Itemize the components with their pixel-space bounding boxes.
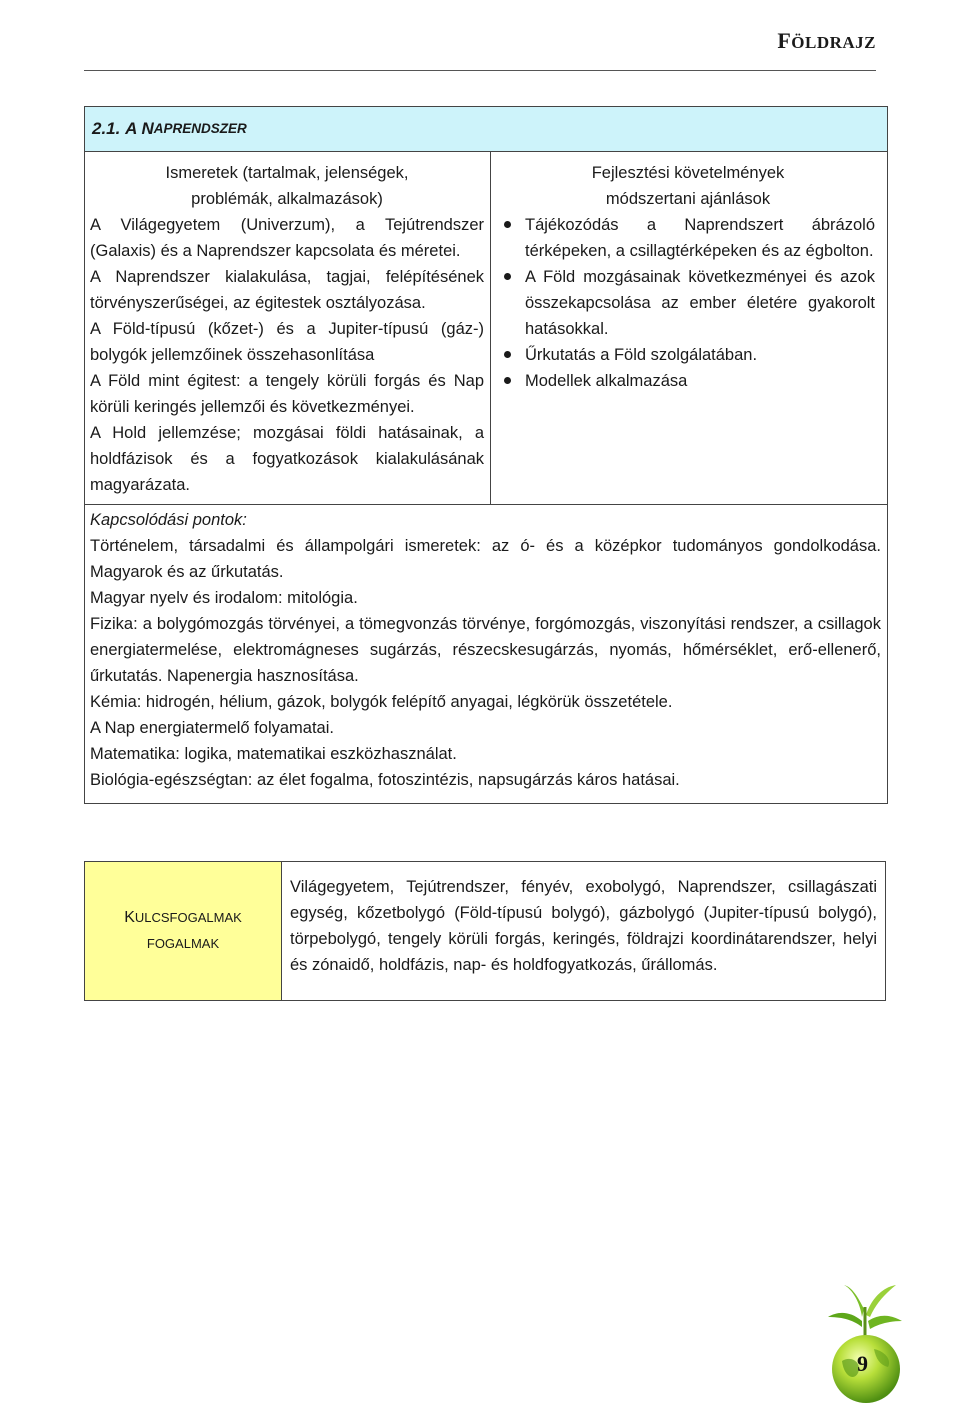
content-columns <box>85 152 887 505</box>
section-title <box>85 107 887 152</box>
keywords-label-initial: K <box>124 909 135 926</box>
page-header-title <box>777 28 876 54</box>
connection-line: Fizika: a bolygómozgás törvényei, a tömegvonzás törvénye, forgómozgás, viszonyítási rendszer, a csillagok energiatermelése, elektromágneses sugárzás, részecskesugárzás, nyomás, hőmérséklet, erő-ellenerő, űrkutatás. Napenergia hasznosítása. <box>90 615 881 685</box>
list-item <box>501 368 875 394</box>
requirements-heading-line1: Fejlesztési követelmények <box>591 164 785 182</box>
bullet-icon <box>504 221 511 228</box>
requirement-text: Űrkutatás a Föld szolgálatában. <box>525 346 758 364</box>
list-item <box>501 212 875 264</box>
keywords-text: Világegyetem, Tejútrendszer, fényév, exobolygó, Naprendszer, csillagászati egység, kőzetbolygó (Föld-típusú bolygó), gázbolygó (Jupiter-típusú bolygó), törpebolygó, tengely körüli forgás, keringés, földrajzi koordinátarendszer, helyi és zónaidő, holdfázis, nap- és holdfogyatkozás, űrállomás. <box>290 878 877 974</box>
section-title-rest: APRENDSZER <box>153 121 247 136</box>
curriculum-table <box>84 106 888 804</box>
knowledge-paragraph: A Naprendszer kialakulása, tagjai, felépítésének törvényszerűségei, az égitestek osztályozása. <box>90 268 484 312</box>
knowledge-column <box>85 152 491 504</box>
requirement-text: Tájékozódás a Naprendszert ábrázoló térképeken, a csillagtérképeken és az égbolton. <box>525 216 875 260</box>
knowledge-paragraph: A Föld mint égitest: a tengely körüli forgás és Nap körüli keringés jellemzői és következményei. <box>90 372 484 416</box>
requirements-heading <box>501 160 875 212</box>
bullet-icon <box>504 351 511 358</box>
section-number: 2.1. <box>92 119 121 138</box>
connection-line: Biológia-egészségtan: az élet fogalma, fotoszintézis, napsugárzás káros hatásai. <box>90 771 680 789</box>
knowledge-heading-line2: problémák, alkalmazások) <box>191 190 383 208</box>
knowledge-heading <box>90 160 484 212</box>
section-title-initial: A N <box>125 119 154 138</box>
globe-plant-logo-icon <box>822 1277 912 1407</box>
requirements-heading-line2: módszertani ajánlások <box>605 190 771 208</box>
connection-points <box>85 505 887 803</box>
page-number: 9 <box>857 1351 868 1376</box>
header-title-initial: F <box>777 28 792 53</box>
knowledge-paragraph: A Világegyetem (Univerzum), a Tejútrendszer (Galaxis) és a Naprendszer kapcsolata és méretei. <box>90 216 484 260</box>
keywords-label-line1 <box>124 905 242 931</box>
requirement-text: Modellek alkalmazása <box>525 372 688 390</box>
header-divider <box>84 70 876 71</box>
knowledge-paragraph: A Hold jellemzése; mozgásai földi hatásainak, a holdfázisok és a fogyatkozások kialakulásának magyarázata. <box>90 424 484 494</box>
connection-line: Kémia: hidrogén, hélium, gázok, bolygók felépítő anyagai, légkörük összetétele. <box>90 693 673 711</box>
connection-points-heading: Kapcsolódási pontok: <box>90 511 247 529</box>
knowledge-heading-line1: Ismeretek (tartalmak, jelenségek, <box>165 164 409 182</box>
bullet-icon <box>504 273 511 280</box>
list-item <box>501 342 875 368</box>
requirements-list <box>501 212 875 394</box>
connection-line: A Nap energiatermelő folyamatai. <box>90 719 334 737</box>
keywords-label-line2: FOGALMAK <box>146 936 220 951</box>
connection-line: Magyar nyelv és irodalom: mitológia. <box>90 589 358 607</box>
header-title-rest: ÖLDRAJZ <box>791 33 876 52</box>
connection-line: Matematika: logika, matematikai eszközhasználat. <box>90 745 457 763</box>
bullet-icon <box>504 377 511 384</box>
knowledge-paragraph: A Föld-típusú (kőzet-) és a Jupiter-típusú (gáz-) bolygók jellemzőinek összehasonlítása <box>90 320 484 364</box>
keywords-table <box>84 861 886 1001</box>
keywords-label-rest: ULCSFOGALMAK <box>134 910 242 925</box>
list-item <box>501 264 875 342</box>
connection-line: Történelem, társadalmi és állampolgári ismeretek: az ó- és a középkor tudományos gondolkodása. Magyarok és az űrkutatás. <box>90 537 881 581</box>
requirements-column <box>491 152 887 504</box>
requirement-text: A Föld mozgásainak következményei és azok összekapcsolása az ember életére gyakorolt hatásokkal. <box>525 268 875 338</box>
keywords-label <box>85 862 282 1000</box>
